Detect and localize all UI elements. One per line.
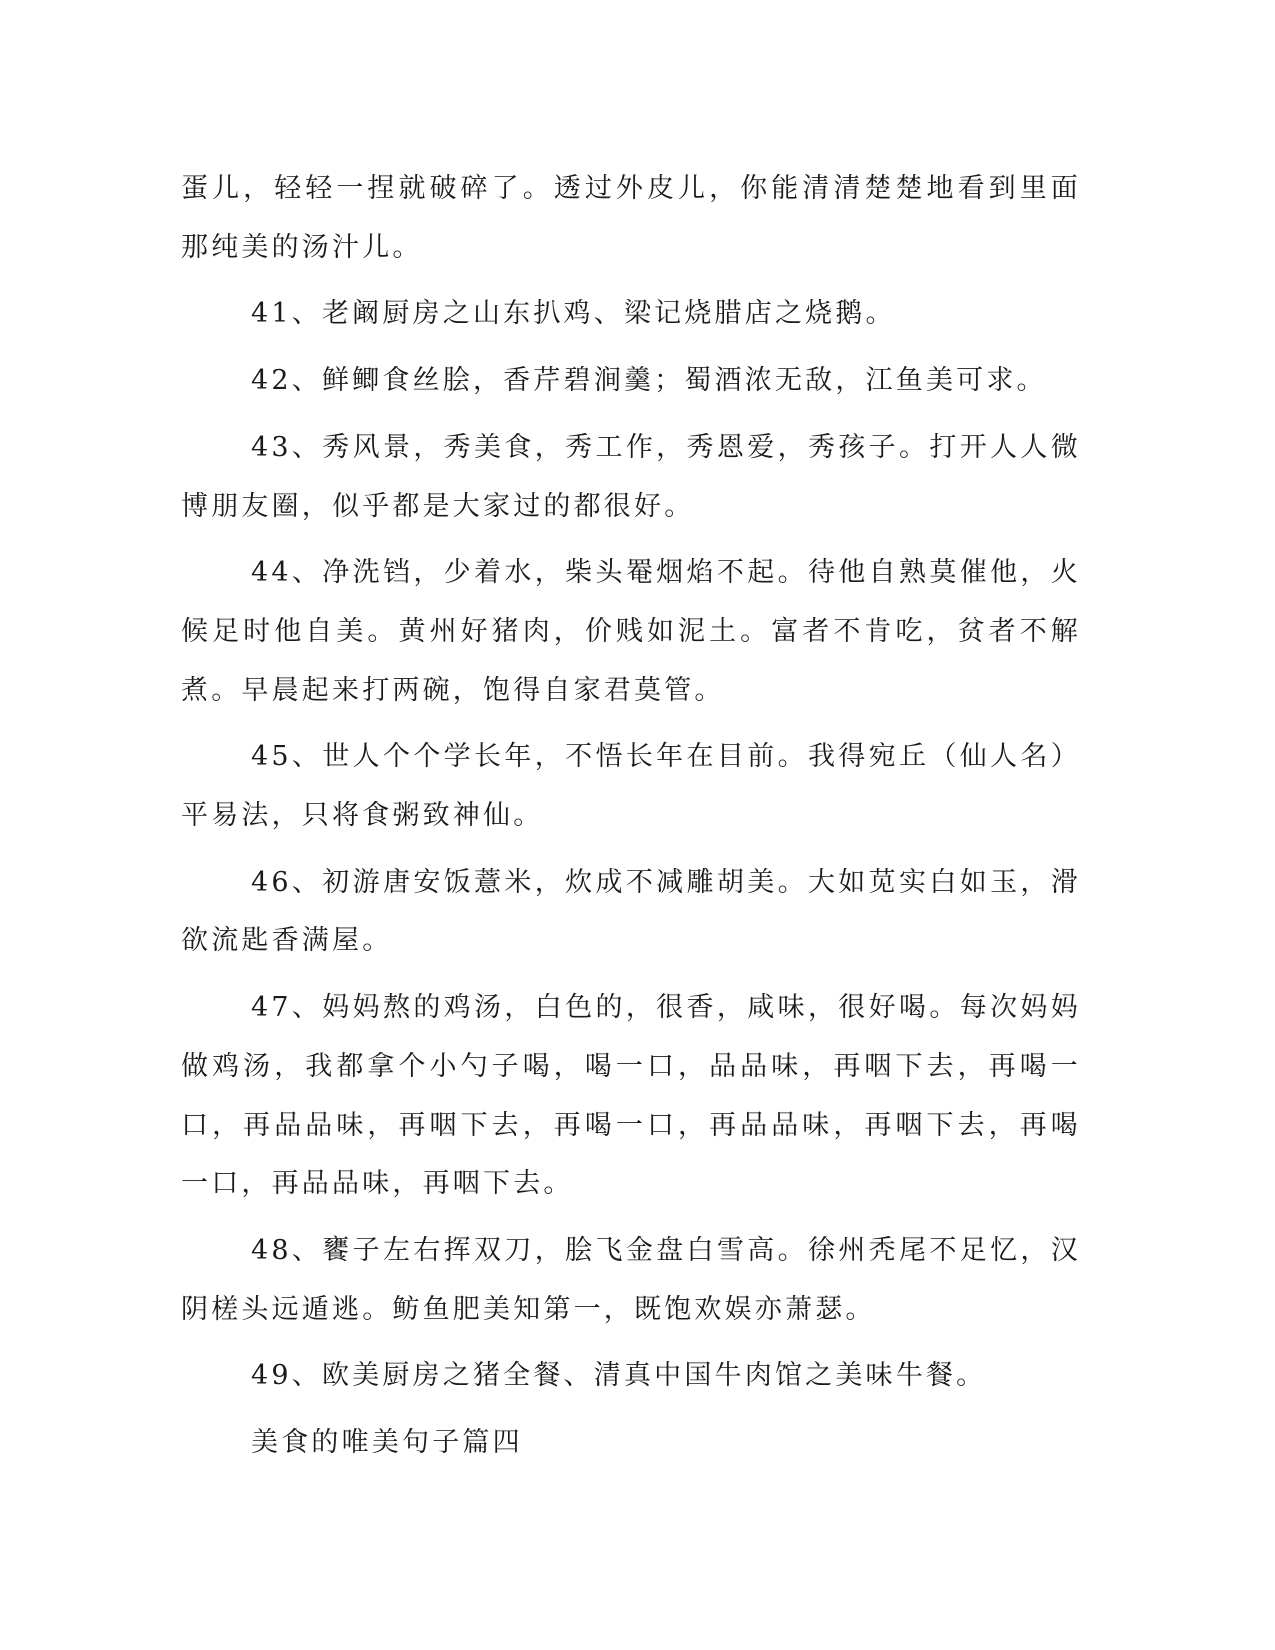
paragraph-item-46: 46、初游唐安饭薏米，炊成不减雕胡美。大如苋实白如玉，滑欲流匙香满屋。 (181, 866, 1081, 957)
paragraph-item-43: 43、秀风景，秀美食，秀工作，秀恩爱，秀孩子。打开人人微博朋友圈，似乎都是大家过的都很好。 (181, 431, 1081, 522)
paragraph-item-47: 47、妈妈熬的鸡汤，白色的，很香，咸味，很好喝。每次妈妈做鸡汤，我都拿个小勺子喝，喝一口，品品味，再咽下去，再喝一口，再品品味，再咽下去，再喝一口，再品品味，再咽下去，再喝一口，再品品味，再咽下去。 (181, 992, 1081, 1200)
paragraph-item-41: 41、老阚厨房之山东扒鸡、梁记烧腊店之烧鹅。 (251, 298, 896, 330)
section-heading: 美食的唯美句子篇四 (251, 1427, 523, 1459)
document-page (181, 160, 1081, 1481)
paragraph-continuation: 蛋儿，轻轻一捏就破碎了。透过外皮儿，你能清清楚楚地看到里面那纯美的汤汁儿。 (181, 173, 1081, 263)
paragraph-item-45: 45、世人个个学长年，不悟长年在目前。我得宛丘（仙人名）平易法，只将食粥致神仙。 (181, 741, 1081, 832)
paragraph-item-49: 49、欧美厨房之猪全餐、清真中国牛肉馆之美味牛餐。 (251, 1360, 987, 1392)
paragraph-item-42: 42、鲜鲫食丝脍，香芹碧涧羹；蜀酒浓无敌，江鱼美可求。 (251, 365, 1047, 397)
paragraph-item-44: 44、净洗铛，少着水，柴头罨烟焰不起。待他自熟莫催他，火候足时他自美。黄州好猪肉，价贱如泥土。富者不肯吃，贫者不解煮。早晨起来打两碗，饱得自家君莫管。 (181, 557, 1081, 706)
paragraph-item-48: 48、饔子左右挥双刀，脍飞金盘白雪高。徐州秃尾不足忆，汉阴槎头远遁逃。鲂鱼肥美知第一，既饱欢娱亦萧瑟。 (181, 1234, 1081, 1325)
